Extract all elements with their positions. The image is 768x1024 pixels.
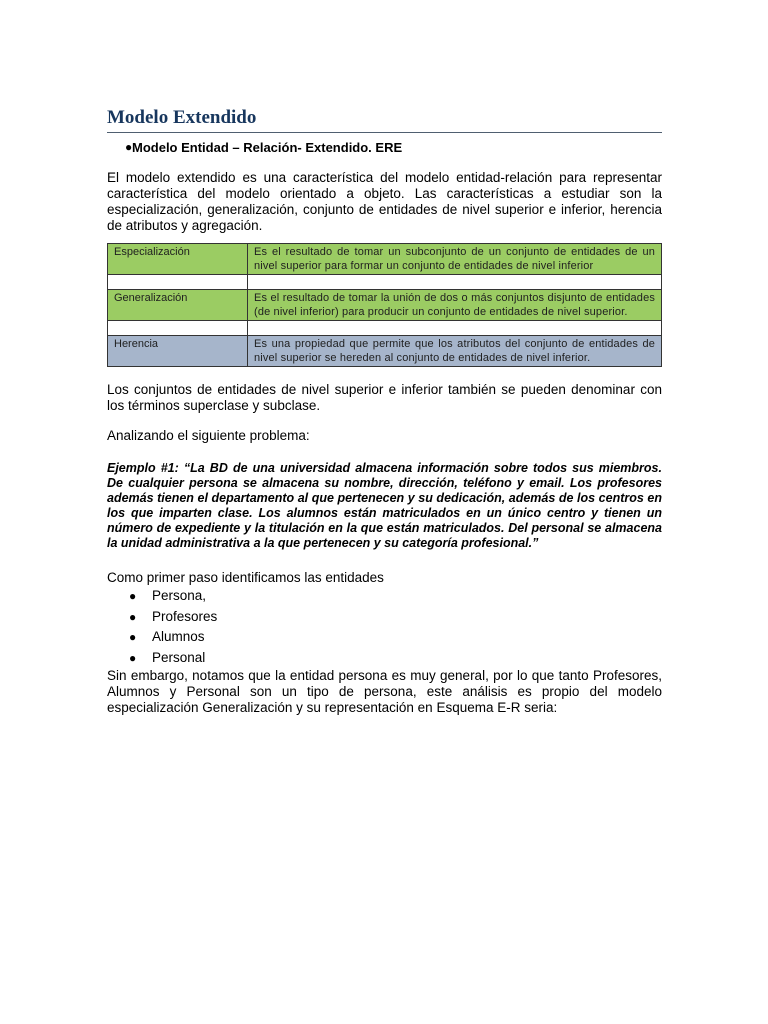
bullet-icon: ● [125, 140, 133, 154]
example-paragraph [107, 461, 662, 551]
table-spacer-row [108, 321, 662, 336]
table-definition-cell: Es el resultado de tomar un subconjunto de un conjunto de entidades de un nivel superior para formar un conjunto de entidades de nivel inferior [248, 244, 662, 275]
first-step-paragraph: Como primer paso identificamos las entidades [107, 570, 384, 585]
table-row-herencia [108, 336, 662, 367]
table-row-especializacion [108, 244, 662, 275]
subtitle-bullet [107, 139, 662, 156]
bullet-icon: ● [129, 609, 137, 624]
list-item [107, 648, 662, 669]
entity-label: Alumnos [152, 629, 205, 644]
table-spacer-row [108, 275, 662, 290]
example-label: Ejemplo #1: [107, 461, 179, 475]
ere-concepts-table [107, 243, 662, 367]
table-definition-cell: Es una propiedad que permite que los atributos del conjunto de entidades de nivel superior se hereden al conjunto de entidades de nivel inferior. [248, 336, 662, 367]
intro-paragraph: El modelo extendido es una característica del modelo entidad-relación para representar característica del modelo orientado a objeto. Las características a estudiar son la especialización, generalización, conjunto de entidades de nivel superior e inferior, herencia de atributos y agregación. [107, 170, 662, 233]
page-content [107, 106, 662, 716]
bullet-icon: ● [129, 589, 137, 603]
entity-label: Persona, [152, 588, 207, 603]
entity-label: Profesores [152, 608, 218, 624]
table-term-cell: Generalización [108, 290, 248, 321]
table-definition-cell: Es el resultado de tomar la unión de dos o más conjuntos disjunto de entidades (de nivel inferior) para producir un conjunto de entidades de nivel superior. [248, 290, 662, 321]
bullet-icon: ● [129, 650, 137, 665]
list-item [107, 586, 662, 607]
problem-intro: Analizando el siguiente problema: [107, 428, 310, 443]
entity-list [107, 586, 662, 668]
section-heading: Modelo Extendido [107, 106, 662, 133]
table-row-generalizacion [108, 290, 662, 321]
bullet-icon: ● [129, 630, 137, 644]
table-term-cell: Especialización [108, 244, 248, 275]
superclass-paragraph: Los conjuntos de entidades de nivel superior e inferior también se pueden denominar con los términos superclase y subclase. [107, 382, 662, 413]
closing-paragraph: Sin embargo, notamos que la entidad persona es muy general, por lo que tanto Profesores, Alumnos y Personal son un tipo de persona, este análisis es propio del modelo especialización Generalización y su representación en Esquema E-R seria: [107, 668, 662, 715]
example-body: “La BD de una universidad almacena información sobre todos sus miembros. De cualquier persona se almacena su nombre, dirección, teléfono y email. Los profesores además tienen el departamento al que pertenecen y su dedicación, además de los centros en los que imparten clase. Los alumnos están matriculados en un único centro y tienen un número de expediente y la titulación en la que están matriculados. Del personal se almacena la unidad administrativa a la que pertenecen y su categoría profesional.” [107, 461, 662, 550]
list-item [107, 627, 662, 648]
entity-label: Personal [152, 649, 206, 665]
subtitle-text: Modelo Entidad – Relación- Extendido. ERE [132, 140, 403, 155]
list-item [107, 607, 662, 628]
table-term-cell: Herencia [108, 336, 248, 367]
